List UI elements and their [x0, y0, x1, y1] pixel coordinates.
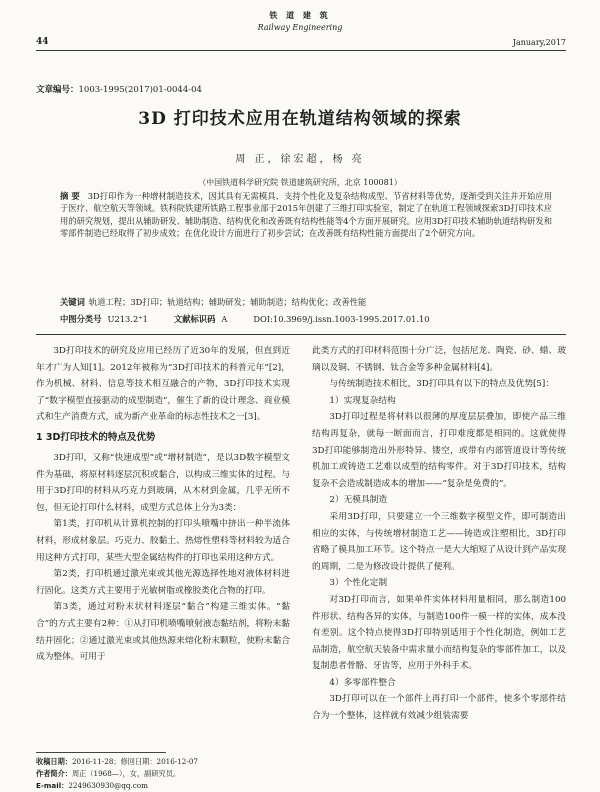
classification-line — [60, 313, 552, 325]
email-label: E-mail： — [36, 781, 69, 790]
doi: DOI:10.3969/j.issn.1003-1995.2017.01.10 — [253, 314, 430, 324]
footnote-rule — [36, 752, 166, 753]
body-paragraph: 第3类，通过对粉末状材料逐层“黏合”构建三维实体。“黏合”的方式主要有2种：①从打印机喷嘴喷射液态黏结剂，将粉末黏结并固化；②通过激光束或其他热源来熔化粉末颗粒，使粉末黏合成为整体。可用于 — [36, 602, 290, 663]
body-paragraph: 3D打印可以在一个部件上再打印一个部件，使多个零部件结合为一个整体，这样就有效减少组装需要 — [312, 694, 566, 722]
body-paragraph: 此类方式的打印材料范围十分广泛，包括尼龙、陶瓷、砂、蜡、玻璃以及铜、不锈钢、钛合金等多种金属材料[4]。 — [312, 346, 566, 373]
body-paragraph: 对3D打印而言，如果单件实体材料用量相同，那么制造100件形状、结构各异的实体，与制造100件一模一样的实体，成本没有差别。这个特点使得3D打印特别适用于个性化制造，例如工艺品制造，航空航天装备中需求量小而结构复杂的零部件加工，以及复制患者骨骼、牙齿等，应用于外科手术。 — [312, 594, 566, 672]
body-paragraph: 3D打印过程是将材料以很薄的厚度层层叠加，即使产品三维结构再复杂，就每一断面而言，打印难度都是相同的。这就使得3D打印能够制造出外形特异、镂空，或带有内部管道设计等传统机加工或铸造工艺难以成型的结构零件。对于3D打印技术，结构复杂不会造成制造成本的增加——“复杂是免费的”。 — [312, 412, 566, 489]
article-number-label: 文章编号： — [36, 85, 79, 95]
subheading-complex-structure: 1）实现复杂结构 — [329, 395, 396, 406]
issue-date: January,2017 — [512, 38, 566, 47]
journal-title-en: Railway Engineering — [257, 23, 343, 32]
author-list: 周 正，徐宏超，杨 亮 — [235, 154, 365, 165]
author-bio: 周正（1968—），女，副研究员。 — [71, 769, 181, 778]
intro-paragraph: 3D打印技术的研究及应用已经历了近30年的发展，但直到近年才广为人知[1]。2012年被称为“3D打印技术的科普元年”[2]，作为机械、材料、信息等技术相互融合的产物，3D打印技术实现了“数字模型直接驱动的成型制造”，催生了新的设计理念、商业模式和生产消费方式，成为新产业革命的标志性技术之一[3]。 — [36, 346, 290, 423]
subheading-part-integration: 4）多零部件整合 — [329, 677, 396, 688]
body-right-column — [312, 343, 566, 725]
abstract-label: 摘 要 — [60, 191, 80, 201]
abstract-text: 3D打印作为一种增材制造技术，因其具有无需模具、支持个性化及复杂结构成型、节省材料等优势，逐渐受到关注并开始应用于医疗、航空航天等领域。铁科院铁建所铁路工程事业部于2015年创建了三维打印实验室，制定了在轨道工程领域探索3D打印技术应用的研究规划，提出从辅助研发、辅助制造、结构优化和改善既有结构性能等4个方面开展研究。应用3D打印技术辅助轨道结构研发和零部件制造已经取得了初步成效；在优化设计方面进行了初步尝试；在改善既有结构性能方面提出了2个研究方向。 — [60, 191, 553, 239]
email: 2249630930@qq.com — [68, 781, 148, 790]
subheading-moldless: 2）无模具制造 — [329, 495, 388, 506]
keywords — [60, 296, 552, 308]
body-paragraph: 与传统制造技术相比，3D打印具有以下的特点及优势[5]： — [329, 379, 555, 390]
journal-title-cn: 铁 道 建 筑 — [269, 10, 331, 20]
body-paragraph: 3D打印，又称“快速成型”或“增材制造”，是以3D数字模型文件为基础，将原材料逐层沉积或黏合，以构成三维实体的过程。与用于3D打印的材料从巧克力到玻璃，从木材到金属，几乎无所不包，但无论打印什么材料，成型方式总体上分为3类： — [36, 452, 290, 513]
article-number-value: 1003-1995(2017)01-0044-04 — [78, 85, 202, 95]
header-rule — [36, 50, 566, 51]
body-paragraph: 第1类，打印机从计算机控制的打印头喷嘴中挤出一种半流体材料，形成材象层。巧克力、胶黏土、热熔性塑料等材料较为适合用这种方式打印，某些大型金属结构件的打印也采用这种方式。 — [36, 519, 290, 563]
abstract — [60, 190, 552, 240]
body-paragraph: 第2类，打印机通过激光束或其他光源选择性地对液体材料进行固化。这类方式主要用于光敏树脂或橡胶类化合物的打印。 — [36, 569, 290, 596]
clc-label: 中图分类号 — [60, 314, 102, 324]
section-heading-1: 1 3D打印技术的特点及优势 — [36, 431, 156, 443]
subheading-customization: 3）个性化定制 — [329, 578, 388, 589]
doc-code-label: 文献标识码 — [173, 314, 216, 324]
author-affiliation: （中国铁道科学研究院 铁道建筑研究所，北京 100081） — [198, 178, 402, 187]
footnote-email — [36, 779, 296, 792]
received-label: 收稿日期： — [36, 757, 72, 766]
doc-code-value: A — [221, 314, 228, 324]
article-title: 3D 打印技术应用在轨道结构领域的探索 — [138, 109, 462, 129]
author-bio-label: 作者简介： — [36, 769, 72, 778]
received-dates: 2016-11-28；修回日期：2016-12-07 — [71, 757, 198, 766]
keywords-label: 关键词 — [60, 297, 85, 307]
abstract-rule — [36, 334, 566, 335]
page-number: 44 — [36, 37, 49, 47]
article-number — [36, 83, 202, 95]
keywords-text: 轨道工程；3D打印；轨道结构；辅助研发；辅助制造；结构优化；改善性能 — [88, 297, 367, 307]
clc-value: U213.2⁺1 — [107, 314, 148, 324]
body-left-column — [36, 343, 290, 666]
body-paragraph: 采用3D打印，只要建立一个三维数字模型文件，即可制造出相应的实体，与传统增材制造工艺——铸造或注塑相比，3D打印省略了模具加工环节。这个特点一是大大缩短了从设计到产品实现的周期，二是为修改设计提供了便利。 — [312, 511, 566, 572]
